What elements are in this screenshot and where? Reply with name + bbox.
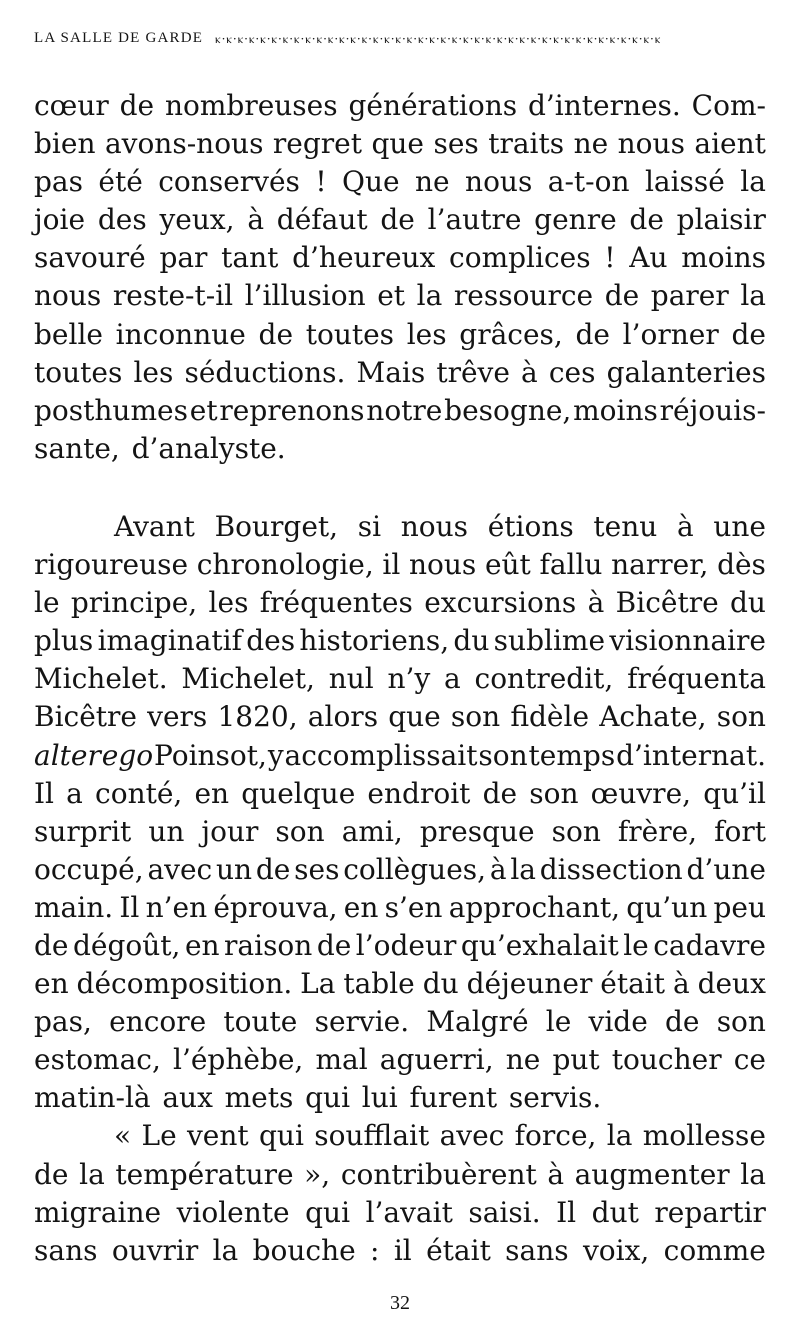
word: du	[422, 967, 459, 1001]
word: principe,	[70, 586, 198, 620]
word: à	[676, 509, 694, 543]
word: son	[478, 738, 528, 772]
word: table	[343, 967, 415, 1001]
word: toutes	[305, 317, 395, 351]
text-line	[34, 1041, 766, 1079]
word: matin-là	[34, 1081, 151, 1115]
word: décomposition.	[76, 967, 293, 1001]
word: ne	[415, 165, 450, 199]
word: dégoût,	[72, 928, 181, 962]
word: Au	[629, 241, 668, 275]
word: de	[664, 1005, 700, 1039]
word: la	[416, 279, 443, 313]
word: le	[623, 928, 649, 962]
word: était	[426, 1233, 491, 1267]
word: quelque	[241, 776, 356, 810]
word: y	[267, 738, 284, 772]
word: à	[247, 203, 265, 237]
paragraph-2	[34, 508, 766, 1118]
word: soufflait	[314, 1119, 430, 1153]
text-line	[34, 430, 766, 468]
word: d’analyste.	[131, 431, 286, 465]
word: raison	[224, 928, 313, 962]
word: qui	[305, 1195, 351, 1229]
word: à	[672, 967, 690, 1001]
text-line	[34, 87, 766, 125]
word: bouche	[252, 1233, 356, 1267]
word: les	[133, 355, 174, 389]
text-line	[34, 737, 766, 775]
word: étions	[487, 509, 574, 543]
word: son	[716, 700, 766, 734]
word: de	[629, 203, 664, 237]
word: de	[255, 852, 291, 886]
word: notre	[366, 393, 443, 427]
word: avons-nous	[104, 127, 264, 161]
word: plaisir	[676, 203, 766, 237]
word: s’en	[384, 890, 443, 924]
text-line	[34, 1117, 766, 1155]
word: Le	[141, 1119, 177, 1153]
word: sans	[34, 1233, 98, 1267]
word: Avant	[114, 509, 195, 543]
word: nombreuses	[164, 89, 338, 122]
word: de	[731, 317, 766, 351]
word: mets	[224, 1081, 294, 1115]
word: Il	[34, 776, 55, 810]
word: galanteries	[606, 355, 766, 389]
word: jour	[201, 814, 259, 848]
word: avec	[439, 1119, 505, 1153]
word: posthumes	[34, 393, 188, 427]
word: temps	[528, 738, 616, 772]
word: a	[66, 776, 83, 810]
word: vent	[186, 1119, 249, 1153]
word: avec	[147, 852, 213, 886]
text-line	[34, 1079, 766, 1117]
word: en	[184, 928, 220, 962]
word: Michelet.	[34, 662, 168, 696]
word: à	[489, 852, 507, 886]
word: sublime	[493, 624, 606, 658]
word: frère,	[617, 814, 698, 848]
word: vers	[147, 700, 208, 734]
word: déjeuner	[466, 967, 593, 1001]
word: Que	[342, 165, 400, 199]
word: chronologie,	[196, 548, 374, 582]
word: conservés	[158, 165, 300, 199]
word: de	[119, 89, 155, 122]
word: n’y	[387, 662, 431, 696]
word: »,	[304, 1157, 331, 1191]
text-line	[34, 508, 766, 546]
word: aguerri,	[379, 1043, 494, 1077]
word: endroit	[367, 776, 471, 810]
word: laissé	[644, 165, 725, 199]
word: l’éphèbe,	[172, 1043, 304, 1077]
word: parer	[650, 279, 729, 313]
text-line	[34, 392, 766, 430]
word: l’avait	[365, 1195, 453, 1229]
word: que	[388, 700, 441, 734]
word: les	[208, 586, 249, 620]
word: collègues,	[343, 852, 487, 886]
word: séductions.	[184, 355, 346, 389]
word: fort	[714, 814, 766, 848]
word: ce	[733, 1043, 766, 1077]
word: nous	[617, 127, 685, 161]
word: aux	[162, 1081, 213, 1115]
word: fidèle	[510, 700, 590, 734]
word: joie	[34, 203, 86, 237]
word: presque	[419, 814, 535, 848]
page-body	[34, 87, 766, 1270]
word: était	[600, 967, 666, 1001]
text-line	[34, 965, 766, 1003]
word: imaginatif	[97, 624, 242, 658]
word: Achate,	[599, 700, 707, 734]
word: été	[98, 165, 143, 199]
word: d’une	[686, 852, 766, 886]
word: nous	[400, 509, 469, 543]
word: fallu	[539, 548, 603, 582]
word: historiens,	[299, 624, 450, 658]
word: son	[529, 776, 579, 810]
word: violente	[176, 1195, 290, 1229]
word: inconnue	[115, 317, 246, 351]
word: œuvre,	[590, 776, 692, 810]
word: des	[97, 203, 147, 237]
text-line	[34, 201, 766, 239]
word: n’en	[145, 890, 208, 924]
word: eût	[484, 548, 531, 582]
word: a	[444, 662, 461, 696]
word: grâces,	[459, 317, 563, 351]
word: ressource	[453, 279, 594, 313]
word: estomac,	[34, 1043, 161, 1077]
word: pas,	[34, 1005, 92, 1039]
word: le	[545, 1005, 572, 1039]
text-line	[34, 277, 766, 315]
word: mollesse	[642, 1119, 766, 1153]
word: reste-t-il	[112, 279, 234, 313]
word: qui	[305, 1081, 351, 1115]
ornament-rule: ⲕ·ⲕ·ⲕ·ⲕ·ⲕ·ⲕ·ⲕ·ⲕ·ⲕ·ⲕ·ⲕ·ⲕ·ⲕ·ⲕ·ⲕ·ⲕ·ⲕ·ⲕ·ⲕ·ⲕ·ⲕ·ⲕ·ⲕ·ⲕ·ⲕ·ⲕ·ⲕ·ⲕ·ⲕ·ⲕ·ⲕ·ⲕ·ⲕ·ⲕ·ⲕ·ⲕ·ⲕ·ⲕ·ⲕ·ⲕ	[215, 32, 662, 45]
word: peu	[713, 890, 766, 924]
word: contredit,	[474, 662, 614, 696]
text-line	[34, 354, 766, 392]
word: force,	[514, 1119, 597, 1153]
word: tenu	[593, 509, 658, 543]
word: l’autre	[427, 203, 522, 237]
word: 1820,	[217, 700, 298, 734]
word: ami,	[341, 814, 403, 848]
word: aient	[694, 127, 766, 161]
word: son	[716, 1005, 766, 1039]
word: La	[300, 967, 336, 1001]
page-number: 32	[390, 1292, 410, 1314]
word: !	[604, 241, 616, 275]
word: encore	[109, 1005, 207, 1039]
text-line	[34, 698, 766, 736]
word: approchant,	[448, 890, 621, 924]
word: la	[212, 1233, 239, 1267]
word: que	[371, 127, 424, 161]
word: si	[357, 509, 382, 543]
word: ne	[505, 1043, 541, 1077]
word: pas	[34, 165, 83, 199]
word: Il	[119, 890, 140, 924]
text-line	[34, 889, 766, 927]
paragraph-3	[34, 1117, 766, 1269]
word: sante,	[34, 431, 120, 465]
word: Il	[556, 1195, 577, 1229]
word: surprit	[34, 814, 132, 848]
word: dut	[591, 1195, 639, 1229]
text-line	[34, 1003, 766, 1041]
word: Mais	[356, 355, 426, 389]
word: furent	[409, 1081, 498, 1115]
word: moins	[681, 241, 766, 275]
word: à	[521, 355, 538, 389]
word: en	[194, 776, 230, 810]
word: qu’exhalait	[460, 928, 619, 962]
word: put	[552, 1043, 600, 1077]
word: nous	[34, 279, 102, 313]
word: belle	[34, 317, 103, 351]
word: reprenons	[219, 393, 365, 427]
word: lui	[361, 1081, 398, 1115]
word: moins	[573, 393, 658, 427]
word: occupé,	[34, 852, 144, 886]
word: alter	[34, 738, 101, 772]
word: un	[148, 814, 185, 848]
running-header	[34, 30, 762, 47]
word: d’heureux	[292, 241, 436, 275]
word: ses	[294, 852, 340, 886]
word: par	[159, 241, 208, 275]
paragraph-1	[34, 87, 766, 468]
word: ses	[433, 127, 479, 161]
word: son	[450, 700, 501, 734]
word: toutes	[34, 355, 123, 389]
text-line	[34, 927, 766, 965]
word: Bicêtre	[34, 700, 137, 734]
word: Poinsot,	[154, 738, 267, 772]
word: augmenter	[574, 1157, 730, 1191]
text-line	[34, 1232, 766, 1270]
word: Bourget,	[214, 509, 339, 543]
word: repartir	[654, 1195, 766, 1229]
text-line	[34, 316, 766, 354]
text-line	[34, 546, 766, 584]
word: de	[482, 776, 518, 810]
word: visionnaire	[609, 624, 766, 658]
word: la	[740, 279, 766, 313]
word: à	[587, 586, 605, 620]
word: conté,	[95, 776, 183, 810]
text-line	[34, 813, 766, 851]
text-line	[34, 1194, 766, 1232]
text-line	[34, 584, 766, 622]
text-line	[34, 1156, 766, 1194]
word: saisi.	[468, 1195, 541, 1229]
word: cœur	[34, 89, 109, 122]
word: accomplissait	[284, 738, 478, 772]
text-line	[34, 851, 766, 889]
word: du	[453, 624, 490, 658]
word: il	[382, 548, 401, 582]
word: qu’il	[703, 776, 766, 810]
word: mal	[315, 1043, 368, 1077]
word: l’orner	[622, 317, 719, 351]
word: fréquentes	[259, 586, 413, 620]
word: nous	[409, 548, 477, 582]
word: et	[189, 393, 218, 427]
word: réjouis-	[659, 393, 766, 427]
word: éprouva,	[213, 890, 338, 924]
word: dissection	[539, 852, 683, 886]
word: à	[547, 1157, 565, 1191]
word: voix,	[582, 1233, 650, 1267]
word: servis.	[508, 1081, 602, 1115]
word: cadavre	[653, 928, 766, 962]
word: du	[730, 586, 766, 620]
word: Bicêtre	[615, 586, 719, 620]
word: fréquenta	[627, 662, 766, 696]
word: migraine	[34, 1195, 162, 1229]
word: de	[34, 928, 69, 962]
text-line	[34, 660, 766, 698]
word: trêve	[436, 355, 510, 389]
word: son	[551, 814, 601, 848]
word: rigoureuse	[34, 548, 189, 582]
word: le	[34, 586, 60, 620]
word: ces	[548, 355, 596, 389]
word: une	[713, 509, 766, 543]
word: bien	[34, 127, 96, 161]
word: a-t-on	[547, 165, 630, 199]
word: générations	[348, 89, 518, 122]
word: contribuèrent	[340, 1157, 537, 1191]
word: un	[215, 852, 253, 886]
word: comme	[663, 1233, 766, 1267]
word: il	[393, 1233, 412, 1267]
word: ne	[573, 127, 609, 161]
word: servie.	[314, 1005, 410, 1039]
word: plus	[34, 624, 94, 658]
word: alors	[307, 700, 379, 734]
word: les	[406, 317, 447, 351]
word: température	[115, 1157, 294, 1191]
word: Michelet,	[181, 662, 315, 696]
word: nul	[328, 662, 374, 696]
word: toute	[223, 1005, 298, 1039]
text-line	[34, 239, 766, 277]
word: besogne,	[444, 393, 572, 427]
word: nous	[465, 165, 533, 199]
word: son	[275, 814, 325, 848]
word: tant	[221, 241, 279, 275]
word: traits	[488, 127, 565, 161]
word: l’illusion	[244, 279, 366, 313]
word: de	[604, 279, 640, 313]
word: et	[377, 279, 406, 313]
word: «	[114, 1119, 132, 1153]
word: sans	[505, 1233, 569, 1267]
word: la	[740, 165, 766, 199]
word: ouvrir	[111, 1233, 199, 1267]
word: !	[315, 165, 327, 199]
word: la	[510, 852, 536, 886]
word: savouré	[34, 241, 146, 275]
word: la	[79, 1157, 105, 1191]
word: dès	[717, 548, 766, 582]
word: qu’un	[626, 890, 708, 924]
word: regret	[272, 127, 363, 161]
paragraph-gap	[34, 468, 766, 508]
word: défaut	[276, 203, 368, 237]
word: de	[575, 317, 610, 351]
word: de	[380, 203, 415, 237]
text-line	[34, 775, 766, 813]
text-line	[34, 163, 766, 201]
word: de	[258, 317, 294, 351]
word: la	[606, 1119, 633, 1153]
word: narrer,	[611, 548, 709, 582]
word: de	[34, 1157, 69, 1191]
text-line	[34, 622, 766, 660]
word: en	[343, 890, 379, 924]
word: la	[740, 1157, 766, 1191]
word: genre	[534, 203, 617, 237]
word: :	[370, 1233, 380, 1267]
word: d’internes.	[527, 89, 681, 122]
text-line	[34, 125, 766, 163]
word: vide	[588, 1005, 648, 1039]
word: complices	[449, 241, 591, 275]
word: des	[246, 624, 296, 658]
word: de	[316, 928, 352, 962]
word: qui	[258, 1119, 304, 1153]
word: toucher	[611, 1043, 722, 1077]
word: yeux,	[159, 203, 235, 237]
word: Com-	[691, 89, 766, 122]
word: main.	[34, 890, 114, 924]
word: l’odeur	[355, 928, 457, 962]
word: Malgré	[426, 1005, 529, 1039]
word: ego	[101, 738, 154, 772]
running-title: LA SALLE DE GARDE	[34, 30, 204, 46]
word: deux	[697, 967, 766, 1001]
word: excursions	[424, 586, 577, 620]
word: en	[34, 967, 69, 1001]
word: d’internat.	[616, 738, 766, 772]
